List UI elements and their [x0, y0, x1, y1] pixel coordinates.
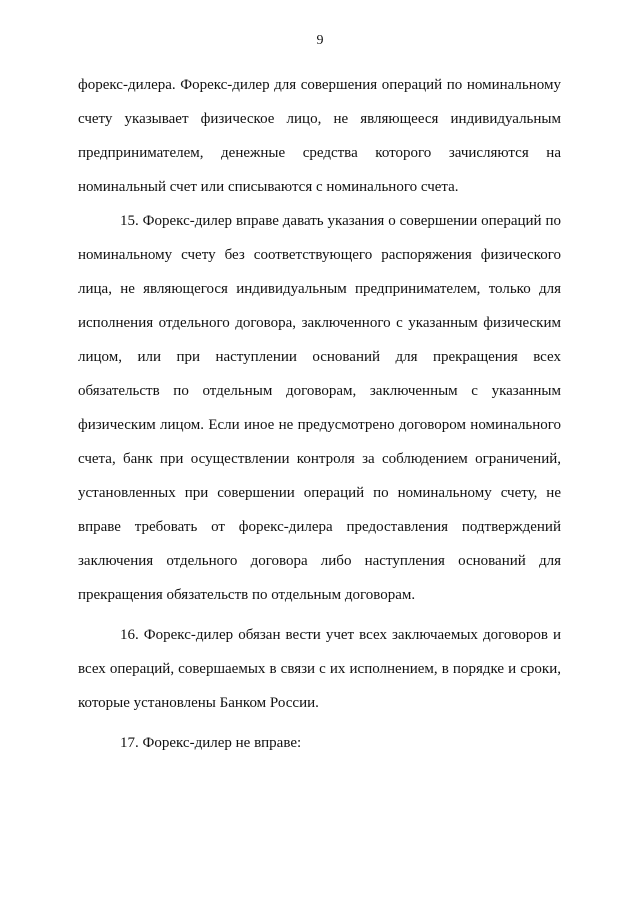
- item-16-line: 16. Форекс-дилер обязан вести учет всех заключаемых договоров и: [120, 627, 561, 643]
- item-15-line: вправе требовать от форекс-дилера предоставления подтверждений: [78, 519, 561, 535]
- item-17-line: 17. Форекс-дилер не вправе:: [120, 735, 302, 751]
- item-15-line: установленных при совершении операций по номинальному счету, не: [78, 485, 561, 501]
- item-15-line: лица, не являющегося индивидуальным предпринимателем, только для: [78, 281, 561, 297]
- item-15-line: обязательств по отдельным договорам, заключенным с указанным: [78, 383, 561, 399]
- item-16-line: всех операций, совершаемых в связи с их исполнением, в порядке и сроки,: [78, 661, 561, 677]
- page-number: 9: [316, 33, 324, 48]
- item-15-line: счета, банк при осуществлении контроля за соблюдением ограничений,: [78, 451, 561, 467]
- item-15-line: лицом, или при наступлении оснований для прекращения всех: [78, 349, 561, 365]
- paragraph-line: предпринимателем, денежные средства которого зачисляются на: [78, 145, 561, 161]
- item-15-line: исполнения отдельного договора, заключенного с указанным физическим: [78, 315, 561, 331]
- item-16-line: которые установлены Банком России.: [78, 695, 319, 711]
- item-15-line: 15. Форекс-дилер вправе давать указания о совершении операций по: [120, 213, 561, 229]
- item-15-line: физическим лицом. Если иное не предусмотрено договором номинального: [78, 417, 561, 433]
- paragraph-line: счету указывает физическое лицо, не являющееся индивидуальным: [78, 111, 561, 127]
- item-15-line: заключения отдельного договора либо наступления оснований для: [78, 553, 561, 569]
- paragraph-line: форекс-дилера. Форекс-дилер для совершения операций по номинальному: [78, 77, 561, 93]
- item-15-line: номинальному счету без соответствующего распоряжения физического: [78, 247, 561, 263]
- paragraph-line: номинальный счет или списываются с номинального счета.: [78, 179, 459, 195]
- item-15-line: прекращения обязательств по отдельным договорам.: [78, 587, 416, 603]
